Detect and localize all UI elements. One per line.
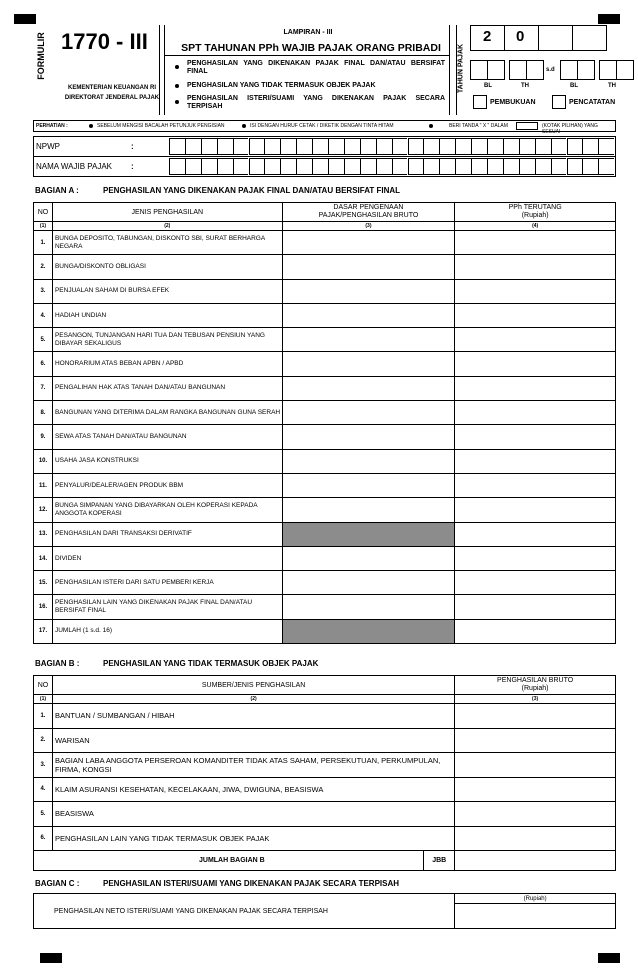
dasar-value-cell — [282, 619, 455, 643]
row-number: 9. — [34, 425, 53, 449]
jumlah-label: JUMLAH BAGIAN B — [199, 857, 265, 864]
col-header-dasar: DASAR PENGENAAN PAJAK/PENGHASILAN BRUTO — [282, 203, 455, 222]
char-box[interactable] — [264, 138, 280, 155]
row-label: BEASISWA — [52, 802, 454, 827]
char-box[interactable] — [408, 158, 424, 175]
bagian-c-text: PENGHASILAN NETO ISTERI/SUAMI YANG DIKENAKAN PAJAK SECARA TERPISAH — [34, 894, 455, 929]
bl-label: BL — [484, 83, 492, 89]
jbb-code: JBB — [432, 857, 447, 864]
table-row — [34, 728, 616, 753]
row-number: 5. — [34, 328, 53, 352]
row-label: JUMLAH (1 s.d. 16) — [52, 619, 282, 643]
row-label: BUNGA DEPOSITO, TABUNGAN, DISKONTO SBI, SURAT BERHARGA NEGARA — [52, 231, 282, 255]
table-row — [34, 425, 616, 449]
char-box[interactable] — [185, 158, 201, 175]
table-row — [34, 826, 616, 851]
bullet-item: PENGHASILAN ISTERI/SUAMI YANG DIKENAKAN PAJAK SECARA TERPISAH — [175, 95, 445, 111]
period-box[interactable] — [487, 60, 505, 80]
pph-value-cell[interactable] — [455, 303, 616, 327]
char-box[interactable] — [217, 138, 233, 155]
char-box[interactable] — [280, 138, 296, 155]
year-digit-box[interactable] — [572, 25, 607, 51]
dasar-value-cell[interactable] — [282, 425, 455, 449]
char-box[interactable] — [535, 158, 551, 175]
example-checkbox — [516, 122, 538, 130]
char-box[interactable] — [551, 138, 567, 155]
row-label: DIVIDEN — [52, 546, 282, 570]
npwp-input[interactable] — [169, 138, 615, 155]
dasar-value-cell[interactable] — [282, 231, 455, 255]
char-box[interactable] — [423, 138, 439, 155]
row-number: 10. — [34, 449, 53, 473]
bruto-value-cell[interactable] — [455, 728, 616, 753]
divider — [164, 25, 165, 115]
col-header-pph: PPh TERUTANG (Rupiah) — [455, 203, 616, 222]
pph-value-cell[interactable] — [455, 328, 616, 352]
pembukuan-label: PEMBUKUAN — [490, 99, 536, 106]
row-label: PENGHASILAN LAIN YANG DIKENAKAN PAJAK FINAL DAN/ATAU BERSIFAT FINAL — [52, 595, 282, 619]
form-code: 1770 - III — [61, 29, 148, 54]
char-box[interactable] — [392, 138, 408, 155]
perhatian-label: PERHATIAN : — [36, 123, 68, 129]
char-box[interactable] — [328, 158, 344, 175]
identity-section — [33, 136, 616, 177]
bagian-a-label: BAGIAN A : — [35, 186, 79, 195]
row-number: 3. — [34, 279, 53, 303]
row-number: 4. — [34, 777, 53, 802]
row-label: BUNGA SIMPANAN YANG DIBAYARKAN OLEH KOPERASI KEPADA ANGGOTA KOPERASI — [52, 498, 282, 522]
char-box[interactable] — [598, 138, 614, 155]
year-digit: 2 — [483, 28, 492, 45]
row-label: USAHA JASA KONSTRUKSI — [52, 449, 282, 473]
bagian-b-table — [33, 675, 616, 871]
dasar-value-cell[interactable] — [282, 595, 455, 619]
table-row — [34, 328, 616, 352]
table-row — [34, 571, 616, 595]
tahun-pajak-label: TAHUN PAJAK — [457, 43, 465, 94]
bruto-value-cell[interactable] — [455, 826, 616, 851]
char-box[interactable] — [249, 158, 265, 175]
pph-value-cell[interactable] — [455, 352, 616, 376]
note-text: (KOTAK PILIHAN) YANG SESUAI — [542, 123, 598, 135]
char-box[interactable] — [408, 138, 424, 155]
row-number: 2. — [34, 728, 53, 753]
bruto-value-cell[interactable] — [455, 777, 616, 802]
dasar-value-cell[interactable] — [282, 473, 455, 497]
pph-value-cell[interactable] — [455, 546, 616, 570]
char-box[interactable] — [201, 138, 217, 155]
char-box[interactable] — [296, 158, 312, 175]
bullet-dot — [242, 124, 246, 128]
pph-value-cell[interactable] — [455, 522, 616, 546]
table-row — [34, 401, 616, 425]
col-number: (3) — [282, 222, 455, 231]
dasar-value-cell[interactable] — [282, 401, 455, 425]
row-label: PESANGON, TUNJANGAN HARI TUA DAN TEBUSAN PENSIUN YANG DIBAYAR SEKALIGUS — [52, 328, 282, 352]
period-box[interactable] — [577, 60, 595, 80]
period-box[interactable] — [616, 60, 634, 80]
char-box[interactable] — [582, 138, 598, 155]
jumlah-value-cell[interactable] — [455, 851, 616, 871]
bagian-c-title: PENGHASILAN ISTERI/SUAMI YANG DIKENAKAN PAJAK SECARA TERPISAH — [103, 879, 400, 888]
row-number: 13. — [34, 522, 53, 546]
row-label: KLAIM ASURANSI KESEHATAN, KECELAKAAN, JIWA, DWIGUNA, BEASISWA — [52, 777, 454, 802]
pencatatan-checkbox[interactable] — [552, 95, 566, 109]
year-digit: 0 — [516, 28, 525, 45]
col-header-no: NO — [34, 676, 53, 695]
colon: : — [131, 142, 134, 151]
table-row — [34, 777, 616, 802]
table-row — [34, 546, 616, 570]
pph-value-cell[interactable] — [455, 376, 616, 400]
char-box[interactable] — [169, 138, 185, 155]
period-box[interactable] — [470, 60, 488, 80]
char-box[interactable] — [423, 158, 439, 175]
char-box[interactable] — [233, 158, 249, 175]
char-box[interactable] — [439, 138, 455, 155]
bagian-c-table — [33, 893, 616, 929]
ministry-name: KEMENTERIAN KEUANGAN RI — [67, 85, 156, 91]
col-number: (3) — [455, 695, 616, 704]
col-header-jenis: JENIS PENGHASILAN — [52, 203, 282, 222]
period-box[interactable] — [560, 60, 578, 80]
table-row — [34, 473, 616, 497]
char-box[interactable] — [312, 138, 328, 155]
row-number: 15. — [34, 571, 53, 595]
char-box[interactable] — [567, 158, 583, 175]
pembukuan-checkbox[interactable] — [473, 95, 487, 109]
pph-value-cell[interactable] — [455, 279, 616, 303]
colon: : — [131, 162, 134, 171]
row-label: SEWA ATAS TANAH DAN/ATAU BANGUNAN — [52, 425, 282, 449]
pph-value-cell[interactable] — [455, 595, 616, 619]
char-box[interactable] — [535, 138, 551, 155]
pph-value-cell[interactable] — [455, 473, 616, 497]
char-box[interactable] — [455, 138, 471, 155]
row-number: 12. — [34, 498, 53, 522]
corner-marker — [14, 14, 36, 24]
pencatatan-label: PENCATATAN — [569, 99, 616, 106]
char-box[interactable] — [439, 158, 455, 175]
col-number: (1) — [34, 695, 53, 704]
divider — [449, 25, 450, 115]
bullet-item: PENGHASILAN YANG TIDAK TERMASUK OBJEK PAJAK — [175, 82, 445, 90]
row-number: 3. — [34, 753, 53, 778]
char-box[interactable] — [280, 158, 296, 175]
table-row — [34, 376, 616, 400]
th-label: TH — [521, 83, 529, 89]
table-row — [34, 498, 616, 522]
table-row — [34, 595, 616, 619]
sd-label: s.d — [546, 67, 555, 73]
bagian-b-label: BAGIAN B : — [35, 659, 80, 668]
char-box[interactable] — [376, 138, 392, 155]
bruto-value-cell[interactable] — [455, 753, 616, 778]
table-row — [34, 255, 616, 279]
col-number: (1) — [34, 222, 53, 231]
form-header — [33, 25, 616, 120]
row-number: 7. — [34, 376, 53, 400]
char-box[interactable] — [582, 158, 598, 175]
dasar-value-cell[interactable] — [282, 279, 455, 303]
row-label: HONORARIUM ATAS BEBAN APBN / APBD — [52, 352, 282, 376]
corner-marker — [598, 953, 620, 963]
char-box[interactable] — [249, 138, 265, 155]
form-title: SPT TAHUNAN PPh WAJIB PAJAK ORANG PRIBADI — [181, 42, 441, 54]
char-box[interactable] — [567, 138, 583, 155]
char-box[interactable] — [598, 158, 614, 175]
row-number: 5. — [34, 802, 53, 827]
char-box[interactable] — [471, 138, 487, 155]
row-label: PENGHASILAN DARI TRANSAKSI DERIVATIF — [52, 522, 282, 546]
year-digit-box[interactable] — [538, 25, 573, 51]
note-text: SEBELUM MENGISI BACALAH PETUNJUK PENGISIAN — [97, 123, 225, 129]
row-number: 1. — [34, 704, 53, 729]
lampiran-label: LAMPIRAN - III — [283, 29, 333, 36]
dasar-value-cell[interactable] — [282, 498, 455, 522]
row-label: HADIAH UNDIAN — [52, 303, 282, 327]
col-header-bruto: PENGHASILAN BRUTO (Rupiah) — [455, 676, 616, 695]
directorate-name: DIREKTORAT JENDERAL PAJAK — [64, 95, 160, 101]
row-label: PENJUALAN SAHAM DI BURSA EFEK — [52, 279, 282, 303]
formulir-label: FORMULIR — [36, 32, 46, 80]
char-box[interactable] — [392, 158, 408, 175]
row-label: BANTUAN / SUMBANGAN / HIBAH — [52, 704, 454, 729]
char-box[interactable] — [551, 158, 567, 175]
bagian-a-title: PENGHASILAN YANG DIKENAKAN PAJAK FINAL DAN/ATAU BERSIFAT FINAL — [103, 186, 401, 195]
pph-value-cell[interactable] — [455, 231, 616, 255]
table-row — [34, 231, 616, 255]
char-box[interactable] — [455, 158, 471, 175]
dasar-value-cell[interactable] — [282, 546, 455, 570]
char-box[interactable] — [201, 158, 217, 175]
char-box[interactable] — [185, 138, 201, 155]
th-label: TH — [608, 83, 616, 89]
char-box[interactable] — [487, 138, 503, 155]
col-header-no: NO — [34, 203, 53, 222]
char-box[interactable] — [296, 138, 312, 155]
divider — [159, 25, 160, 115]
char-box[interactable] — [217, 158, 233, 175]
char-box[interactable] — [312, 158, 328, 175]
row-number: 14. — [34, 546, 53, 570]
row-label: BUNGA/DISKONTO OBLIGASI — [52, 255, 282, 279]
char-box[interactable] — [503, 138, 519, 155]
row-label: PENYALUR/DEALER/AGEN PRODUK BBM — [52, 473, 282, 497]
jumlah-row — [34, 851, 455, 871]
char-box[interactable] — [360, 138, 376, 155]
char-box[interactable] — [233, 138, 249, 155]
char-box[interactable] — [360, 158, 376, 175]
table-row — [34, 279, 616, 303]
dasar-value-cell[interactable] — [282, 255, 455, 279]
char-box[interactable] — [471, 158, 487, 175]
note-text: ISI DENGAN HURUF CETAK / DIKETIK DENGAN TINTA HITAM — [250, 123, 394, 129]
dasar-value-cell[interactable] — [282, 328, 455, 352]
char-box[interactable] — [487, 158, 503, 175]
char-box[interactable] — [503, 158, 519, 175]
row-label: PENGHASILAN ISTERI DARI SATU PEMBERI KERJA — [52, 571, 282, 595]
char-box[interactable] — [328, 138, 344, 155]
pph-value-cell[interactable] — [455, 255, 616, 279]
bl-label: BL — [570, 83, 578, 89]
nama-input[interactable] — [169, 158, 615, 175]
char-box[interactable] — [264, 158, 280, 175]
dasar-value-cell[interactable] — [282, 449, 455, 473]
row-number: 2. — [34, 255, 53, 279]
char-box[interactable] — [344, 138, 360, 155]
pph-value-cell[interactable] — [455, 498, 616, 522]
row-label: PENGHASILAN LAIN YANG TIDAK TERMASUK OBJEK PAJAK — [52, 826, 454, 851]
table-row — [34, 802, 616, 827]
table-row — [34, 619, 616, 643]
bullet-dot — [89, 124, 93, 128]
col-number: (4) — [455, 222, 616, 231]
dasar-value-cell[interactable] — [282, 571, 455, 595]
pph-value-cell[interactable] — [455, 449, 616, 473]
row-label: BAGIAN LABA ANGGOTA PERSEROAN KOMANDITER TIDAK ATAS SAHAM, PERSEKUTUAN, PERKUMPULAN, FIRMA, KONGSI — [52, 753, 454, 778]
row-number: 16. — [34, 595, 53, 619]
bagian-c-label: BAGIAN C : — [35, 879, 80, 888]
char-box[interactable] — [519, 158, 535, 175]
char-box[interactable] — [376, 158, 392, 175]
row-number: 17. — [34, 619, 53, 643]
table-row — [34, 753, 616, 778]
divider — [164, 55, 449, 56]
notes-bar — [33, 120, 616, 135]
row-label: PENGALIHAN HAK ATAS TANAH DAN/ATAU BANGUNAN — [52, 376, 282, 400]
bagian-c-value-cell[interactable] — [455, 904, 616, 929]
nama-label: NAMA WAJIB PAJAK — [36, 162, 113, 171]
table-row — [34, 352, 616, 376]
table-row — [34, 522, 616, 546]
pph-value-cell[interactable] — [455, 425, 616, 449]
pph-value-cell[interactable] — [455, 619, 616, 643]
table-row — [34, 704, 616, 729]
dasar-value-cell[interactable] — [282, 303, 455, 327]
period-box[interactable] — [599, 60, 617, 80]
row-number: 4. — [34, 303, 53, 327]
char-box[interactable] — [344, 158, 360, 175]
dasar-value-cell[interactable] — [282, 376, 455, 400]
col-header-sumber: SUMBER/JENIS PENGHASILAN — [52, 676, 454, 695]
bagian-b-title: PENGHASILAN YANG TIDAK TERMASUK OBJEK PAJAK — [103, 659, 319, 668]
row-label: BANGUNAN YANG DITERIMA DALAM RANGKA BANGUNAN GUNA SERAH — [52, 401, 282, 425]
rupiah-label: (Rupiah) — [455, 894, 616, 904]
row-number: 6. — [34, 826, 53, 851]
bullet-item: PENGHASILAN YANG DIKENAKAN PAJAK FINAL DAN/ATAU BERSIFAT FINAL — [175, 60, 445, 76]
row-label: WARISAN — [52, 728, 454, 753]
bruto-value-cell[interactable] — [455, 704, 616, 729]
row-number: 8. — [34, 401, 53, 425]
row-number: 1. — [34, 231, 53, 255]
bruto-value-cell[interactable] — [455, 802, 616, 827]
char-box[interactable] — [169, 158, 185, 175]
table-row — [34, 303, 616, 327]
npwp-label: NPWP — [36, 142, 60, 151]
table-row — [34, 449, 616, 473]
period-box[interactable] — [526, 60, 544, 80]
bagian-a-table — [33, 202, 616, 644]
col-number: (2) — [52, 222, 282, 231]
char-box[interactable] — [519, 138, 535, 155]
corner-marker — [598, 14, 620, 24]
note-text: BERI TANDA " X " DALAM — [449, 123, 508, 129]
bullet-dot — [429, 124, 433, 128]
col-number: (2) — [52, 695, 454, 704]
period-box[interactable] — [509, 60, 527, 80]
row-number: 6. — [34, 352, 53, 376]
pph-value-cell[interactable] — [455, 571, 616, 595]
dasar-value-cell[interactable] — [282, 352, 455, 376]
pph-value-cell[interactable] — [455, 401, 616, 425]
corner-marker — [40, 953, 62, 963]
dasar-value-cell — [282, 522, 455, 546]
row-number: 11. — [34, 473, 53, 497]
